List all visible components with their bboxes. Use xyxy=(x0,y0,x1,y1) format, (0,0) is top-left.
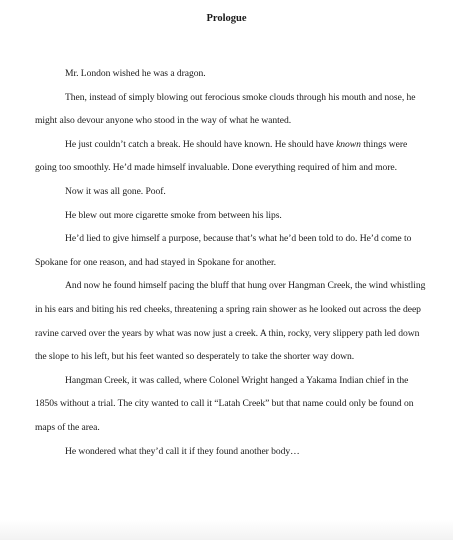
paragraph: He blew out more cigarette smoke from between his lips. xyxy=(65,209,282,221)
paragraph: And now he found himself pacing the bluff that hung over Hangman Creek, the wind whistling in his ears and biting his red cheeks, threatening a spring rain shower as he looked out across the deep ravine carved over the years by what was now just a creek. A thin, rocky, very slippery path led down the slope to his left, but his feet wanted so desperately to take the shorter way down. xyxy=(35,280,426,363)
document-body xyxy=(35,62,427,463)
paragraph: Then, instead of simply blowing out ferocious smoke clouds through his mouth and nose, he might also devour anyone who stood in the way of what he wanted. xyxy=(35,91,416,127)
paragraph: He wondered what they’d call it if they found another body… xyxy=(65,445,300,457)
page-bottom-edge xyxy=(0,520,453,540)
chapter-title: Prologue xyxy=(206,13,247,24)
paragraph: He’d lied to give himself a purpose, because that’s what he’d been told to do. He’d come to Spokane for one reason, and had stayed in Spokane for another. xyxy=(35,233,412,268)
paragraph-text: He just couldn’t catch a break. He should have known. He should have xyxy=(65,138,337,150)
paragraph xyxy=(35,133,427,180)
emphasized-text: known xyxy=(336,138,361,150)
paragraph: Hangman Creek, it was called, where Colonel Wright hanged a Yakama Indian chief in the 1850s without a trial. The city wanted to call it “Latah Creek” but that name could only be found on maps of the area. xyxy=(35,374,414,433)
paragraph-text: things were going too smoothly. He’d made himself invaluable. Done everything required of him and more. xyxy=(35,138,408,174)
paragraph: Now it was all gone. Poof. xyxy=(65,185,166,197)
paragraph: Mr. London wished he was a dragon. xyxy=(65,68,206,79)
